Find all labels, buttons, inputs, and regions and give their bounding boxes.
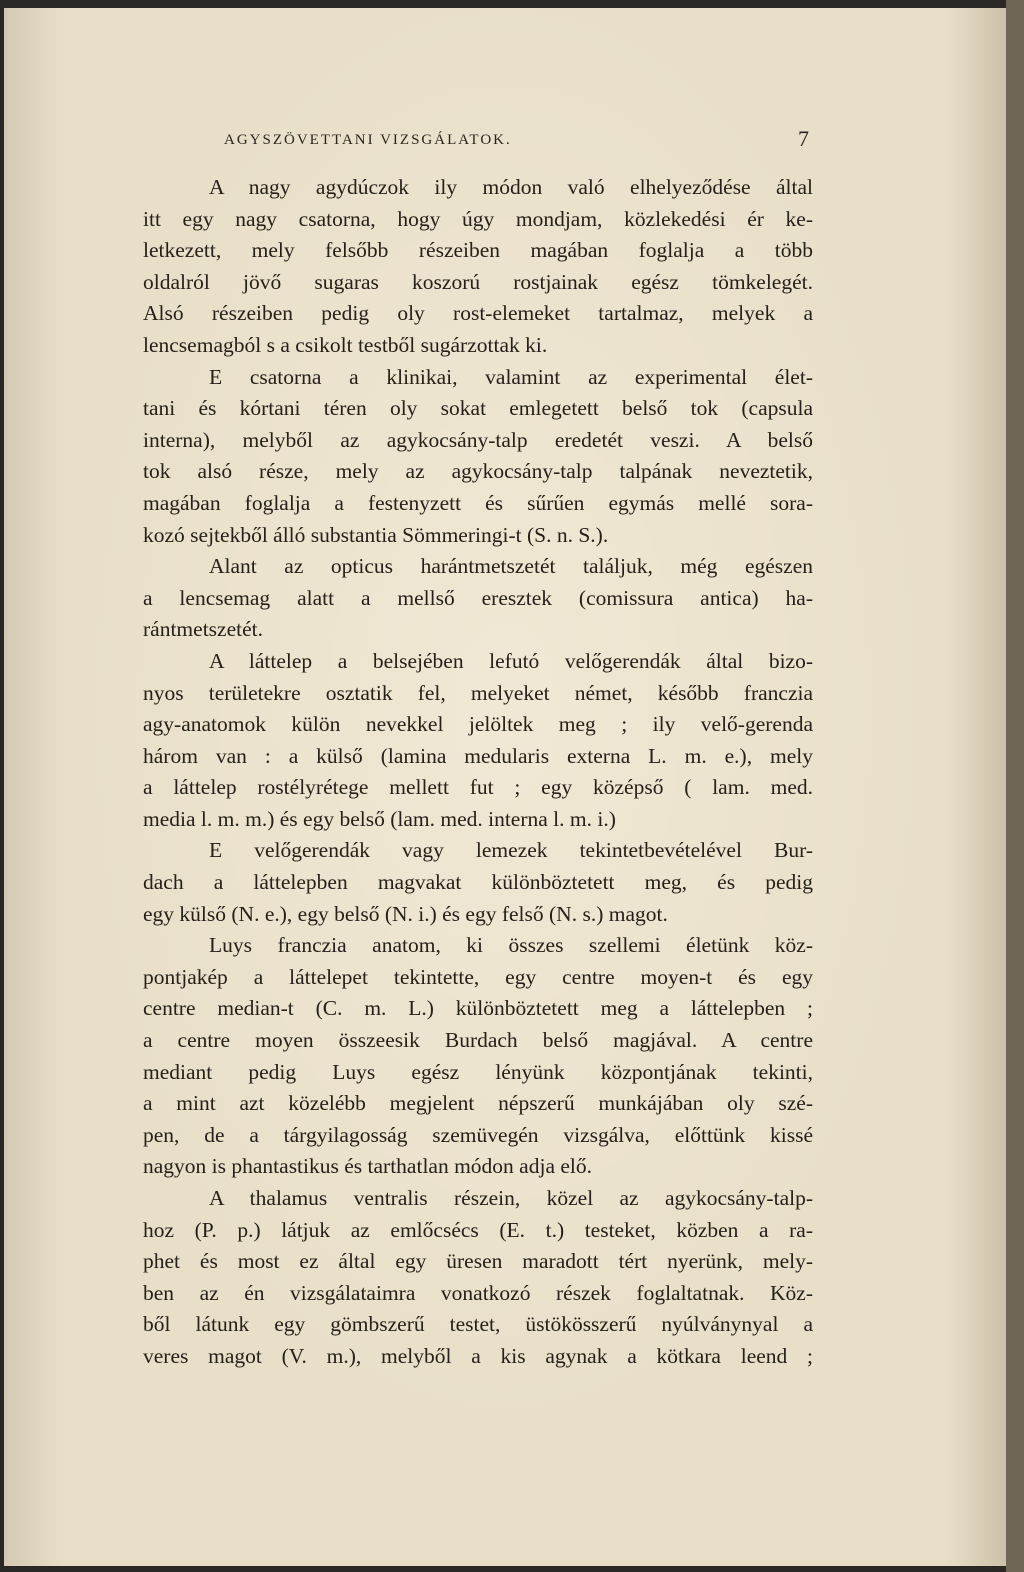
- text-line: magában foglalja a festenyzett és sűrűen egymás mellé sora-: [143, 490, 813, 515]
- text-line: a lencsemag alatt a mellső eresztek (comissura antica) ha-: [143, 585, 813, 610]
- text-line: a mint azt közelébb megjelent népszerű munkájában oly szé-: [143, 1091, 813, 1116]
- text-line: pen, de a tárgyilagosság szemüvegén vizsgálva, előttünk kissé: [143, 1122, 813, 1147]
- text-line: E csatorna a klinikai, valamint az experimental élet-: [209, 364, 813, 389]
- text-line: a láttelep rostélyrétege mellett fut ; egy középső ( lam. med.: [143, 775, 813, 800]
- text-line: tani és kórtani téren oly sokat emlegetett belső tok (capsula: [143, 396, 813, 421]
- text-line: lencsemagból s a csikolt testből sugárzottak ki.: [143, 332, 548, 357]
- text-line: dach a láttelepben magvakat különböztetett meg, és pedig: [143, 870, 813, 895]
- body-text: [143, 172, 813, 1373]
- text-line: phet és most ez által egy üresen maradott tért nyerünk, mely-: [143, 1249, 813, 1274]
- text-line: tok alsó része, mely az agykocsány-talp talpának neveztetik,: [143, 459, 813, 484]
- text-line: A nagy agydúczok ily módon való elhelyeződése által: [209, 175, 813, 199]
- text-line: három van : a külső (lamina medularis externa L. m. e.), mely: [143, 743, 813, 768]
- text-line: letkezett, mely felsőbb részeiben magában foglalja a több: [143, 238, 813, 263]
- text-line: Alant az opticus harántmetszetét találjuk, még egészen: [209, 554, 813, 579]
- text-line: ben az én vizsgálataimra vonatkozó részek foglaltatnak. Köz-: [143, 1280, 813, 1305]
- text-line: veres magot (V. m.), melyből a kis agynak a kötkara leend ;: [143, 1343, 813, 1368]
- text-line: agy-anatomok külön nevekkel jelöltek meg ; ily velő-gerenda: [143, 712, 813, 737]
- page-header: [0, 120, 1024, 160]
- text-line: kozó sejtekből álló substantia Sömmeringi-t (S. n. S.).: [143, 522, 609, 547]
- text-line: rántmetszetét.: [143, 617, 263, 642]
- text-line: oldalról jövő sugaras koszorú rostjainak egész tömkelegét.: [143, 269, 813, 294]
- text-line: centre median-t (C. m. L.) különböztetett meg a láttelepben ;: [143, 996, 813, 1021]
- text-line: interna), melyből az agykocsány-talp eredetét veszi. A belső: [143, 427, 813, 452]
- text-line: mediant pedig Luys egész lényünk központjának tekinti,: [143, 1059, 813, 1084]
- text-line: ből látunk egy gömbszerű testet, üstökösszerű nyúlványnyal a: [143, 1312, 813, 1337]
- text-line: Alsó részeiben pedig oly rost-elemeket tartalmaz, melyek a: [143, 301, 813, 326]
- text-line: A thalamus ventralis részein, közel az agykocsány-talp-: [209, 1186, 813, 1210]
- text-line: media l. m. m.) és egy belső (lam. med. interna l. m. i.): [143, 806, 616, 831]
- text-line: hoz (P. p.) látjuk az emlőcsécs (E. t.) testeket, közben a ra-: [143, 1217, 813, 1242]
- text-line: Luys franczia anatom, ki összes szellemi életünk köz-: [209, 933, 813, 958]
- page-edge: [1006, 0, 1024, 1572]
- page-number: 7: [798, 126, 809, 151]
- text-line: pontjakép a láttelepet tekintette, egy centre moyen-t és egy: [143, 964, 813, 989]
- text-line: a centre moyen összeesik Burdach belső magjával. A centre: [143, 1028, 813, 1053]
- text-line: A láttelep a belsejében lefutó velőgerendák által bizo-: [209, 648, 813, 673]
- text-line: nagyon is phantastikus és tarthatlan módon adja elő.: [143, 1154, 593, 1179]
- text-line: E velőgerendák vagy lemezek tekintetbevételével Bur-: [209, 838, 813, 863]
- text-line: egy külső (N. e.), egy belső (N. i.) és egy felső (N. s.) magot.: [143, 901, 668, 926]
- running-title: AGYSZÖVETTANI VIZSGÁLATOK.: [224, 132, 512, 148]
- text-line: nyos területekre osztatik fel, melyeket német, később franczia: [143, 680, 813, 705]
- text-line: itt egy nagy csatorna, hogy úgy mondjam, közlekedési ér ke-: [143, 206, 813, 231]
